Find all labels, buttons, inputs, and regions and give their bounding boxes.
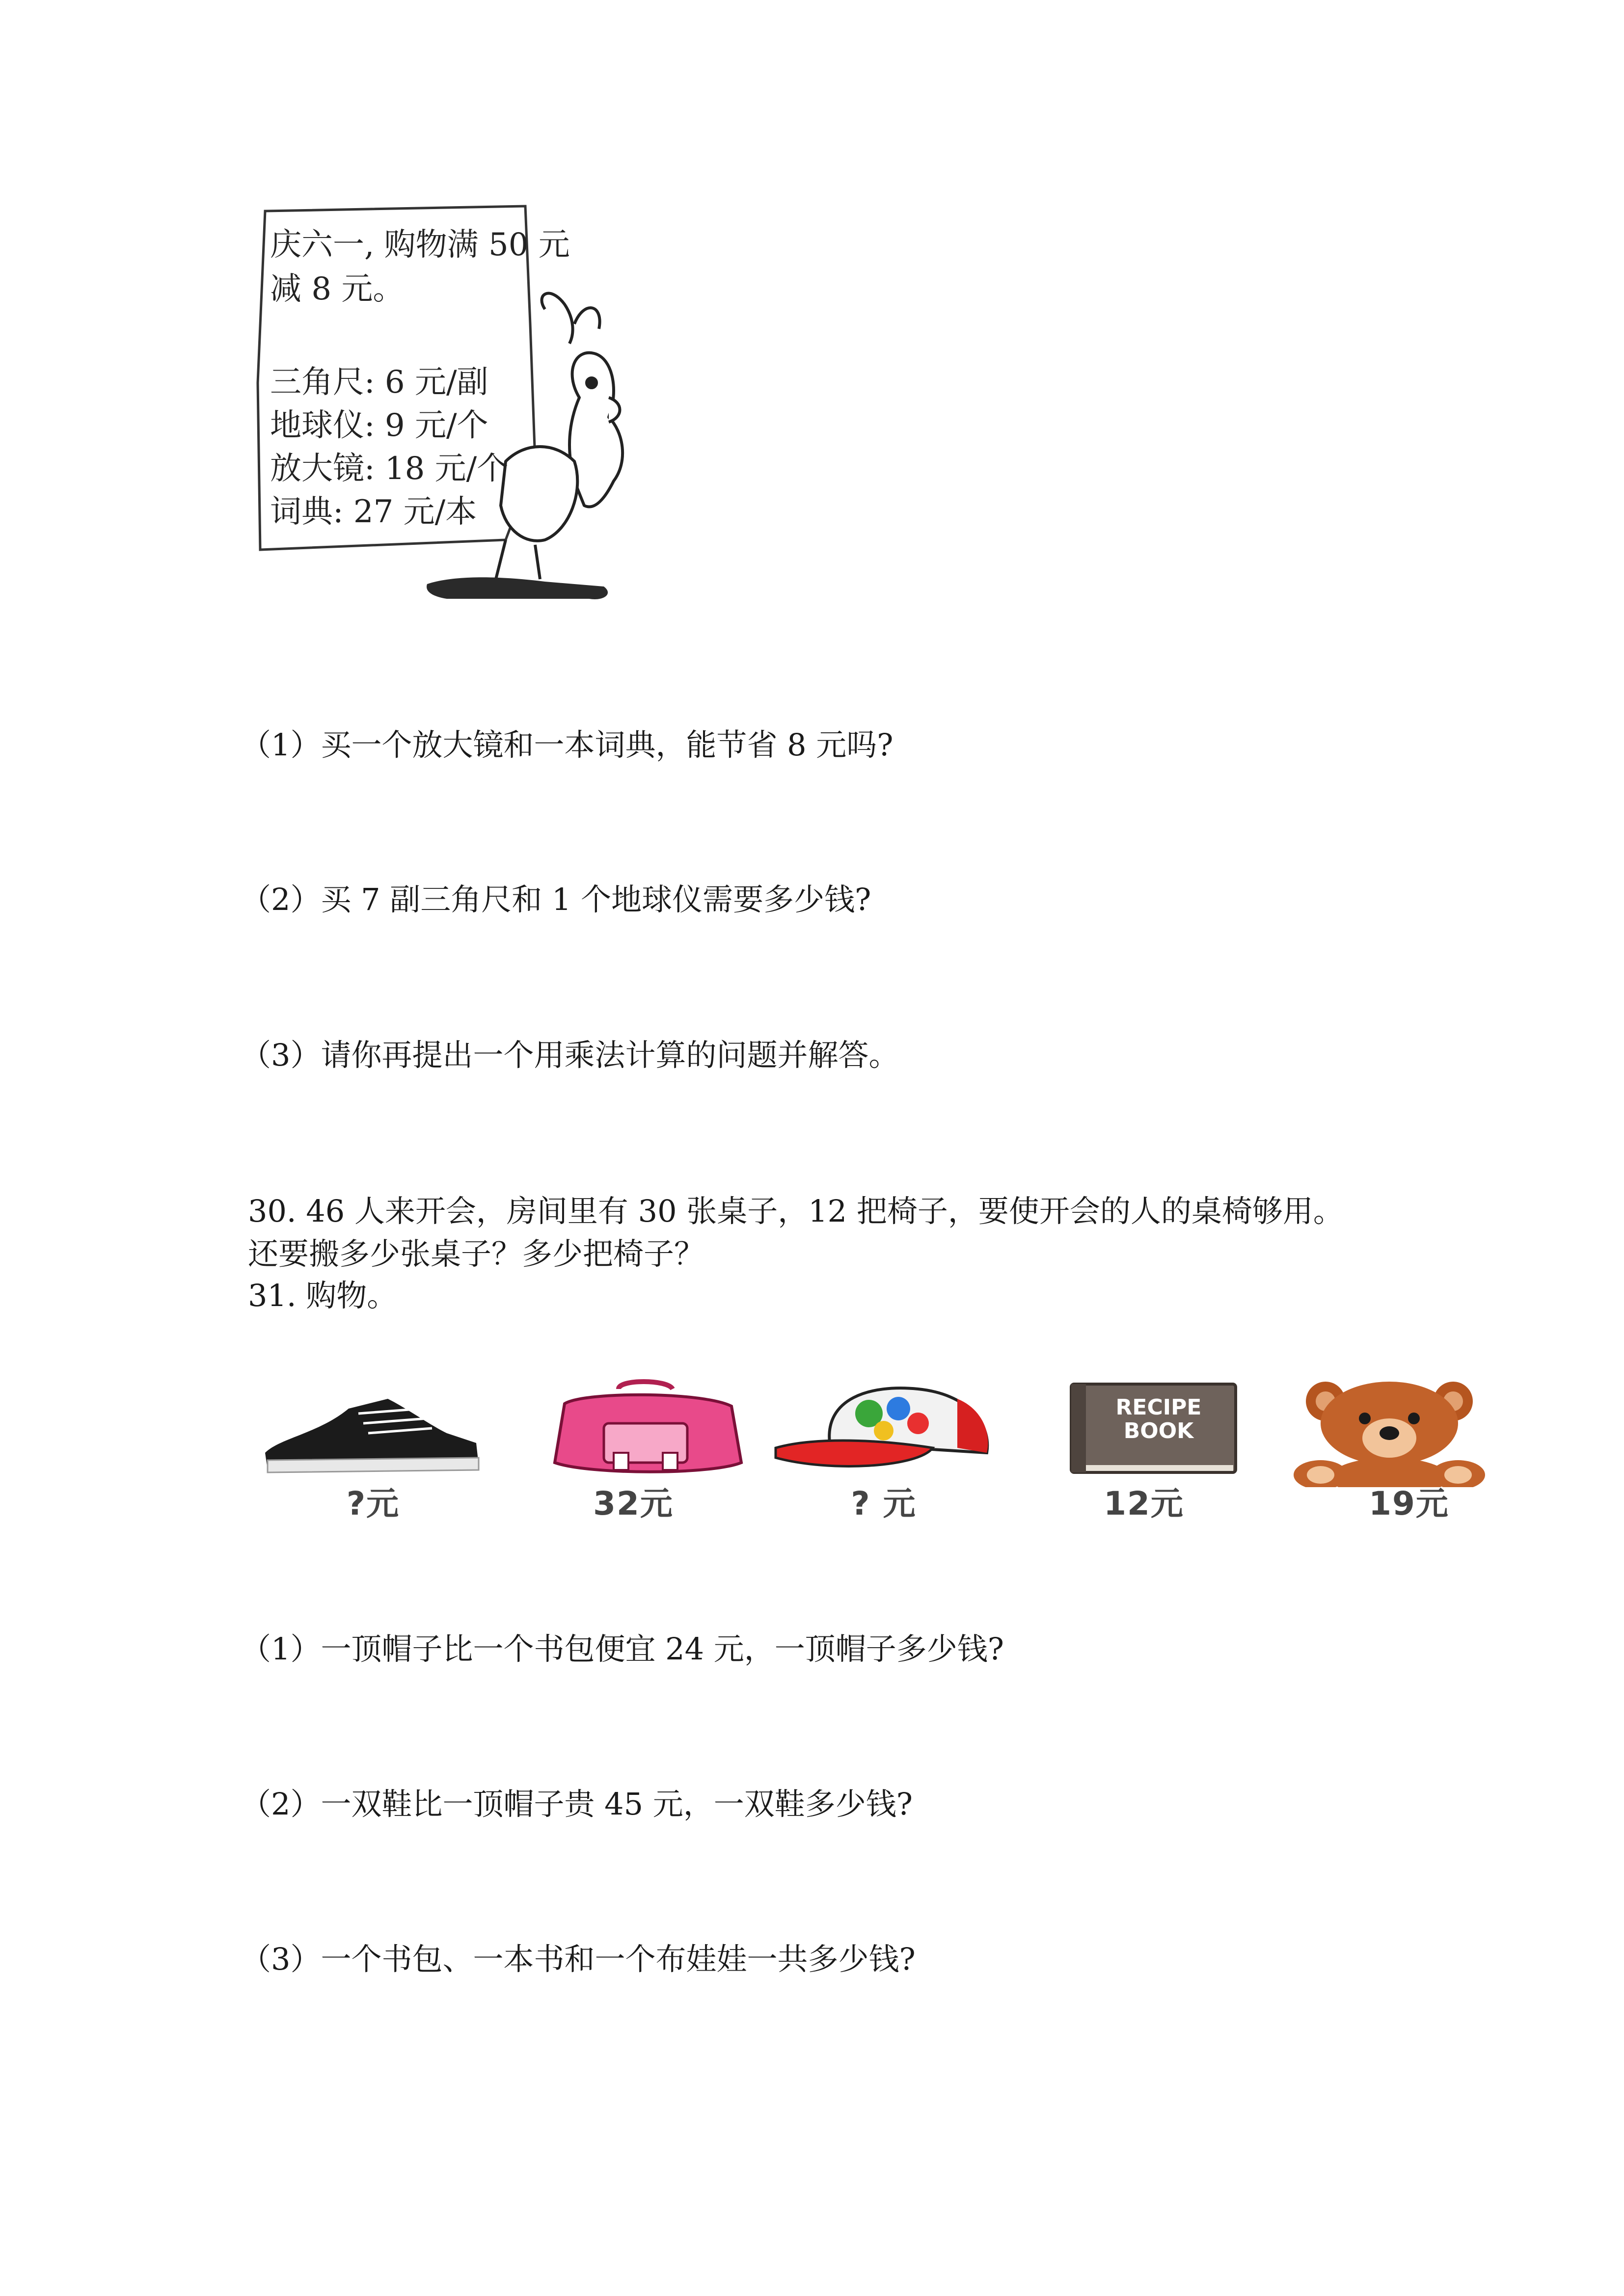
item-backpack [545, 1379, 771, 1556]
q29-sub-1: （1）买一个放大镜和一本词典，能节省 8 元吗? [241, 727, 893, 763]
q31-title: 31. 购物。 [248, 1278, 398, 1313]
poster-price-globe: 地球仪: 9 元/个 [270, 407, 488, 444]
sneaker-icon [260, 1379, 486, 1477]
q31-sub-3: （3）一个书包、一本书和一个布娃娃一共多少钱? [241, 1941, 916, 1977]
price-cap: ? 元 [851, 1485, 917, 1522]
item-sneaker [260, 1379, 486, 1556]
price-sneaker: ?元 [346, 1485, 400, 1522]
poster-price-dictionary: 词典: 27 元/本 [270, 494, 477, 530]
q31-sub-1: （1）一顶帽子比一个书包便宜 24 元，一顶帽子多少钱? [241, 1631, 1004, 1667]
item-teddy-bear [1291, 1379, 1517, 1556]
price-book: 12元 [1104, 1485, 1184, 1522]
poster-price-triangle-ruler: 三角尺: 6 元/副 [270, 364, 488, 400]
q29-sub-3: （3）请你再提出一个用乘法计算的问题并解答。 [241, 1037, 899, 1073]
poster-line-1: 庆六一, 购物满 50 元 [270, 227, 570, 263]
cap-icon [771, 1379, 997, 1477]
q30-line-2: 还要搬多少张桌子？多少把椅子？ [248, 1236, 705, 1272]
price-teddy-bear: 19元 [1369, 1485, 1449, 1522]
poster-line-2: 减 8 元。 [270, 271, 405, 307]
q29-sub-2: （2）买 7 副三角尺和 1 个地球仪需要多少钱? [241, 881, 871, 917]
poster-price-magnifier: 放大镜: 18 元/个 [270, 451, 509, 487]
teddy-bear-icon [1291, 1379, 1517, 1487]
recipe-book-icon [1065, 1379, 1242, 1477]
sale-poster [231, 187, 673, 638]
q31-sub-2: （2）一双鞋比一顶帽子贵 45 元，一双鞋多少钱? [241, 1786, 913, 1822]
q30-line-1: 30. 46 人来开会，房间里有 30 张桌子，12 把椅子，要使开会的人的桌椅够用。 [248, 1193, 1344, 1229]
item-book [1065, 1379, 1291, 1556]
price-backpack: 32元 [593, 1485, 674, 1522]
book-cover-text-2: BOOK [1123, 1418, 1194, 1443]
item-cap [771, 1379, 997, 1556]
backpack-icon [545, 1379, 751, 1477]
book-cover-text-1: RECIPE [1115, 1395, 1202, 1420]
